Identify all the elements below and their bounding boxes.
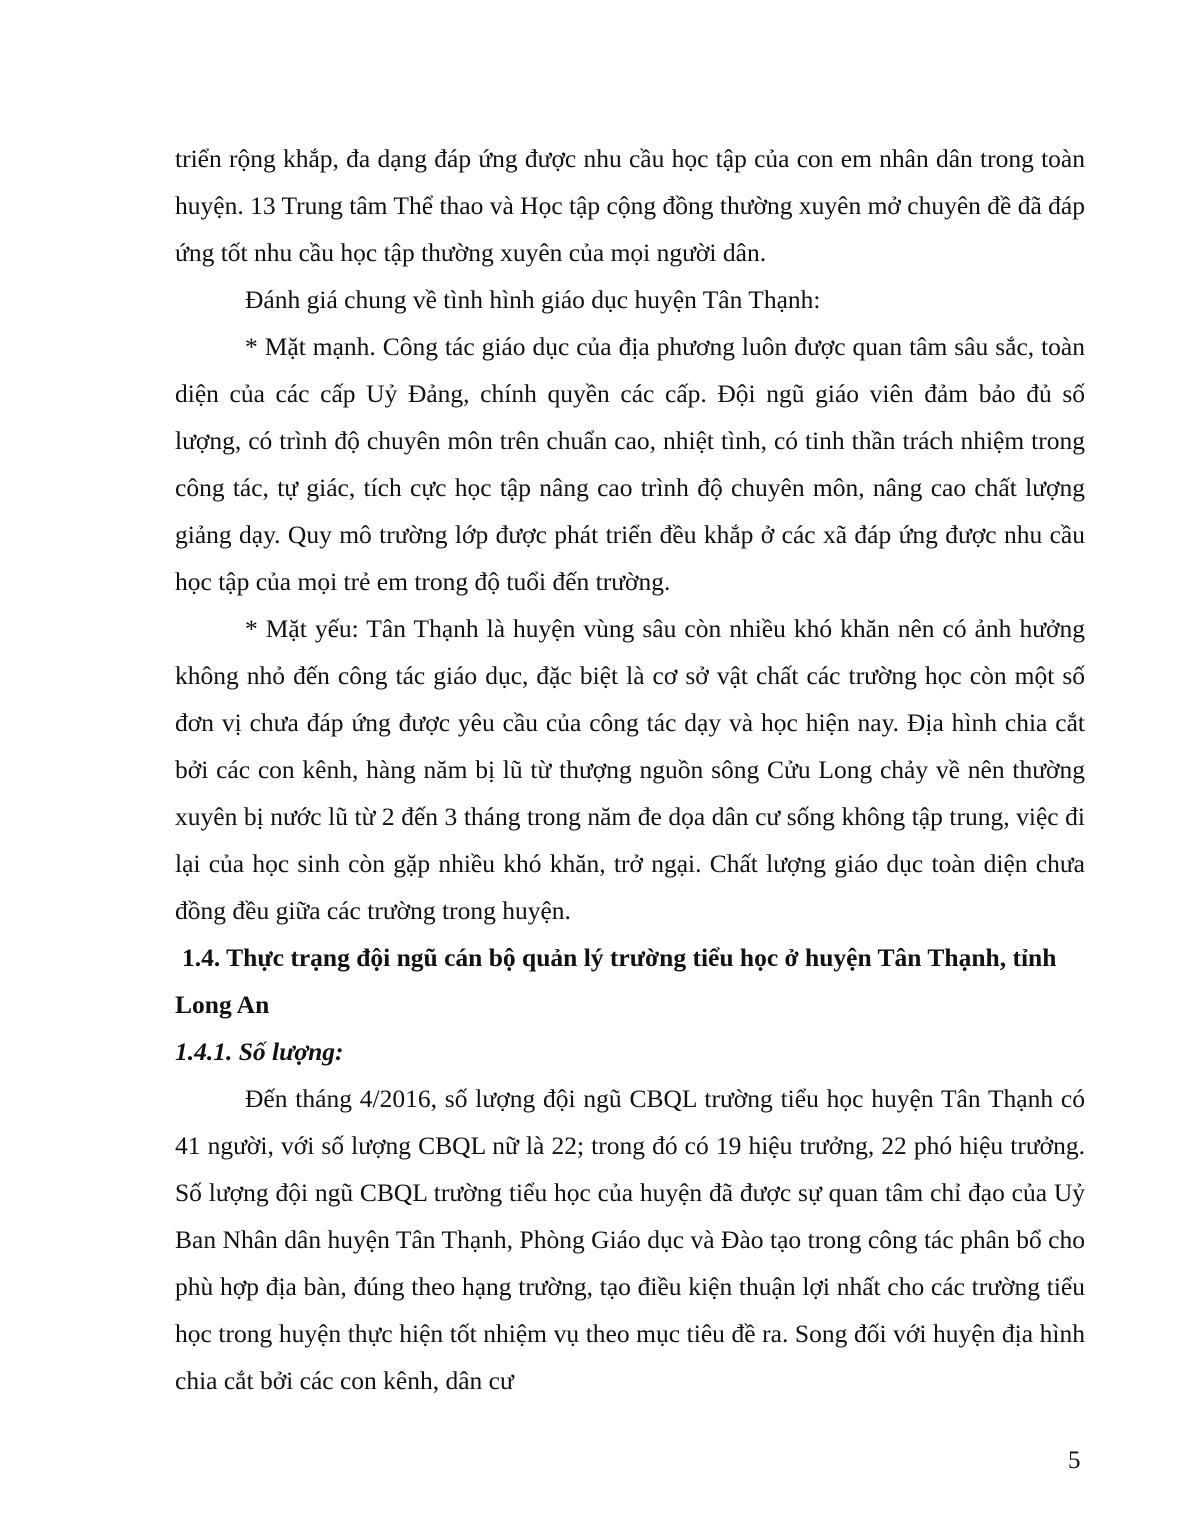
- section-heading: 1.4. Thực trạng đội ngũ cán bộ quản lý trường tiểu học ở huyện Tân Thạnh, tỉnh Long An: [175, 943, 1057, 1019]
- paragraph-continuation: triển rộng khắp, đa dạng đáp ứng được nhu cầu học tập của con em nhân dân trong toàn huyện. 13 Trung tâm Thể thao và Học tập cộng đồng thường xuyên mở chuyên đề đã đáp ứng tốt nhu cầu học tập thường xuyên của mọi người dân.: [175, 144, 1085, 267]
- paragraph-strengths: * Mặt mạnh. Công tác giáo dục của địa phương luôn được quan tâm sâu sắc, toàn diện của các cấp Uỷ Đảng, chính quyền các cấp. Đội ngũ giáo viên đảm bảo đủ số lượng, có trình độ chuyên môn trên chuẩn cao, nhiệt tình, có tinh thần trách nhiệm trong công tác, tự giác, tích cực học tập nâng cao trình độ chuyên môn, nâng cao chất lượng giảng dạy. Quy mô trường lớp được phát triển đều khắp ở các xã đáp ứng được nhu cầu học tập của mọi trẻ em trong độ tuổi đến trường.: [175, 332, 1085, 596]
- paragraph-weaknesses: * Mặt yếu: Tân Thạnh là huyện vùng sâu còn nhiều khó khăn nên có ảnh hưởng không nhỏ đến công tác giáo dục, đặc biệt là cơ sở vật chất các trường học còn một số đơn vị chưa đáp ứng được yêu cầu của công tác dạy và học hiện nay. Địa hình chia cắt bởi các con kênh, hàng năm bị lũ từ thượng nguồn sông Cửu Long chảy về nên thường xuyên bị nước lũ từ 2 đến 3 tháng trong năm đe dọa dân cư sống không tập trung, việc đi lại của học sinh còn gặp nhiều khó khăn, trở ngại. Chất lượng giáo dục toàn diện chưa đồng đều giữa các trường trong huyện.: [175, 614, 1085, 925]
- subsection-heading: 1.4.1. Số lượng:: [175, 1037, 344, 1066]
- paragraph-staff-count: Đến tháng 4/2016, số lượng đội ngũ CBQL trường tiểu học huyện Tân Thạnh có 41 người, với số lượng CBQL nữ là 22; trong đó có 19 hiệu trưởng, 22 phó hiệu trưởng. Số lượng đội ngũ CBQL trường tiểu học của huyện đã được sự quan tâm chỉ đạo của Uỷ Ban Nhân dân huyện Tân Thạnh, Phòng Giáo dục và Đào tạo trong công tác phân bổ cho phù hợp địa bàn, đúng theo hạng trường, tạo điều kiện thuận lợi nhất cho các trường tiểu học trong huyện thực hiện tốt nhiệm vụ theo mục tiêu đề ra. Song đối với huyện địa hình chia cắt bởi các con kênh, dân cư: [175, 1084, 1085, 1395]
- page-number: 5: [1068, 1447, 1081, 1474]
- document-page: [175, 135, 1085, 1404]
- paragraph-overview: Đánh giá chung về tình hình giáo dục huyện Tân Thạnh:: [245, 285, 821, 314]
